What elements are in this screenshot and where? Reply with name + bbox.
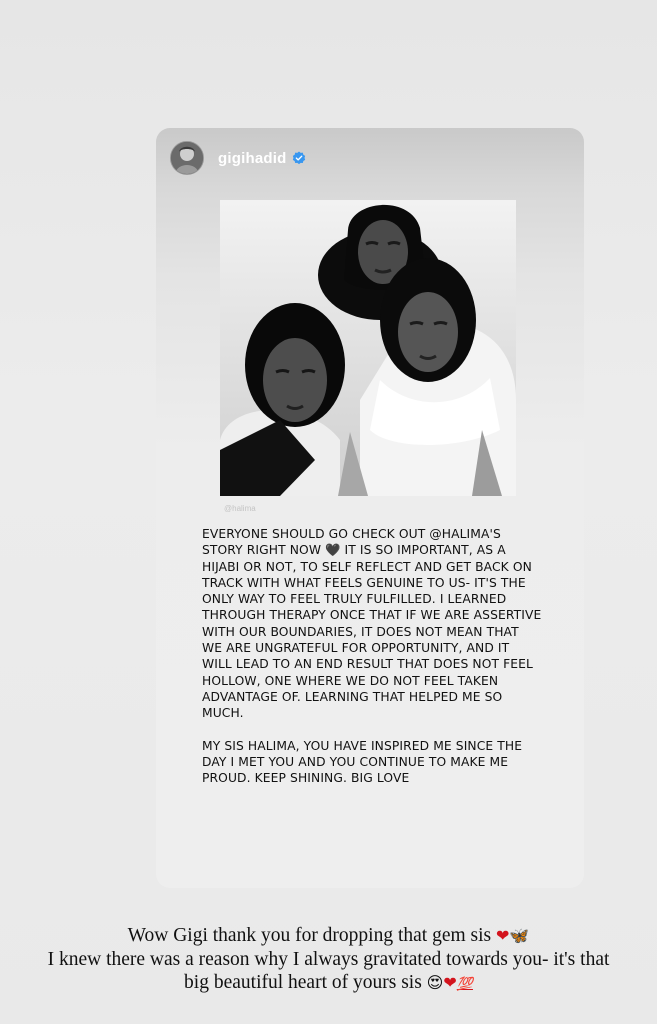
- avatar[interactable]: [170, 141, 204, 175]
- reshared-post-card[interactable]: [156, 128, 584, 888]
- caption-paragraph: MY SIS HALIMA, YOU HAVE INSPIRED ME SINCE THE DAY I MET YOU AND YOU CONTINUE TO MAKE ME PROUD. KEEP SHINING. BIG LOVE: [202, 738, 523, 786]
- red-heart-emoji: ❤: [496, 926, 510, 945]
- overlay-line: Wow Gigi thank you for dropping that gem sis ❤🦋: [127, 925, 530, 946]
- overlay-line: I knew there was a reason why I always gravitated towards you- it's that: [47, 948, 610, 970]
- photo-credit: @halima: [224, 504, 256, 513]
- post-photo[interactable]: [220, 200, 516, 496]
- heart-eyes-emoji: 😍: [426, 973, 444, 992]
- verified-badge-icon: [292, 151, 306, 165]
- post-username[interactable]: gigihadid: [218, 149, 287, 167]
- hundred-points-emoji: 💯: [456, 977, 473, 992]
- post-header: [170, 140, 306, 176]
- red-heart-emoji: ❤: [443, 973, 457, 992]
- story-text-overlay: [0, 924, 657, 997]
- post-caption: [202, 526, 542, 786]
- overlay-line: big beautiful heart of yours sis 😍❤💯: [184, 972, 473, 993]
- butterfly-emoji: 🦋: [509, 926, 530, 945]
- caption-paragraph: EVERYONE SHOULD GO CHECK OUT @HALIMA'S STORY RIGHT NOW 🖤 IT IS SO IMPORTANT, AS A HIJABI OR NOT, TO SELF REFLECT AND GET BACK ON TRACK WITH WHAT FEELS GENUINE TO US- IT'S THE ONLY WAY TO FEEL TRULY FULFILLED. I LEARNED THROUGH THERAPY ONCE THAT IF WE ARE ASSERTIVE WITH OUR BOUNDARIES, IT DOES NOT MEAN THAT WE ARE UNGRATEFUL FOR OPPORTUNITY, AND IT WILL LEAD TO AN END RESULT THAT DOES NOT FEEL HOLLOW, ONE WHERE WE DO NOT FEEL TAKEN ADVANTAGE OF. LEARNING THAT HELPED ME SO MUCH.: [202, 527, 542, 721]
- three-women-photo: [220, 200, 516, 496]
